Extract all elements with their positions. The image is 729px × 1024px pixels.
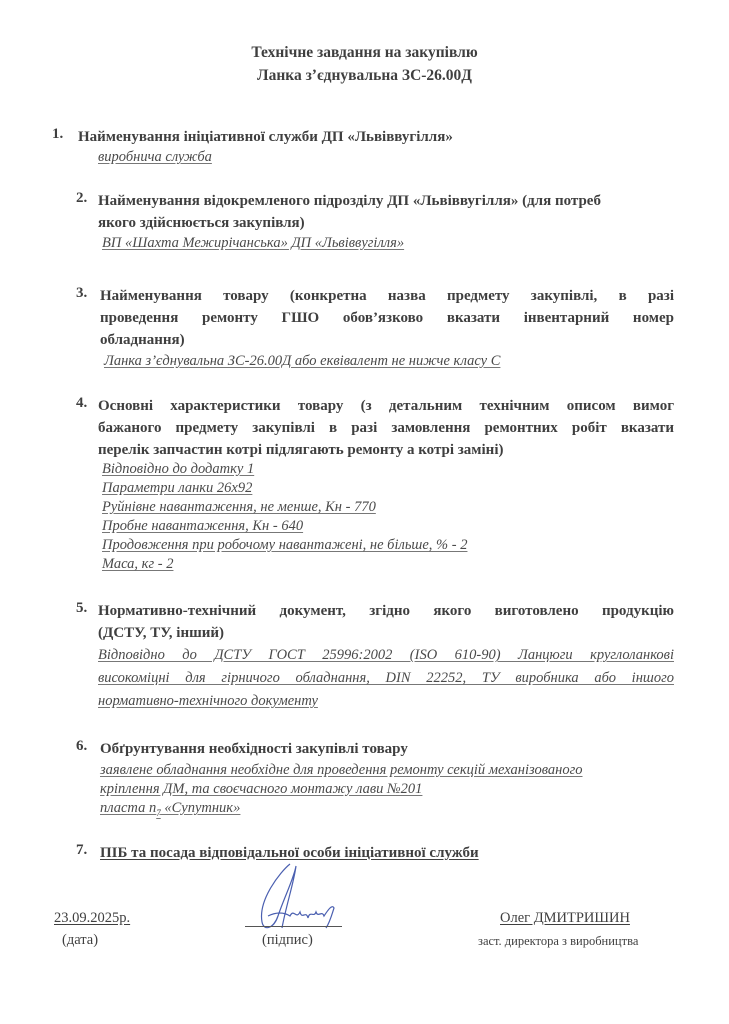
subscript: 7 bbox=[156, 807, 161, 818]
heading-line: проведення ремонту ГШО обов’язково вказати інвентарний номер bbox=[100, 310, 674, 326]
heading-line: перелік запчастин котрі підлягають ремонту а котрі заміні) bbox=[98, 442, 504, 458]
answer-line: Маса, кг - 2 bbox=[102, 556, 174, 572]
section-heading bbox=[98, 600, 674, 644]
section-3 bbox=[76, 285, 674, 371]
answer-line: виробнича служба bbox=[98, 149, 212, 165]
answer-line: нормативно-технічного документу bbox=[98, 693, 318, 709]
section-number: 4. bbox=[76, 395, 88, 411]
signature-date: 23.09.2025р. bbox=[54, 910, 131, 926]
document-title: Технічне завдання на закупівлю bbox=[251, 44, 478, 61]
section-number: 2. bbox=[76, 190, 88, 206]
section-6 bbox=[76, 738, 674, 823]
section-answer bbox=[98, 644, 674, 713]
answer-text: пласта n bbox=[100, 800, 157, 816]
section-heading bbox=[98, 190, 674, 234]
section-answer bbox=[98, 460, 674, 574]
responsible-person-name: Олег ДМИТРИШИН bbox=[500, 910, 630, 926]
heading-line: Найменування товару (конкретна назва предмету закупівлі, в разі bbox=[100, 288, 674, 304]
date-label: (дата) bbox=[62, 932, 99, 948]
heading-line: Нормативно-технічний документ, згідно якого виготовлено продукцію bbox=[98, 603, 674, 619]
answer-line: Руйнівне навантаження, не менше, Кн - 770 bbox=[102, 499, 376, 515]
section-1 bbox=[52, 126, 674, 167]
answer-text: «Супутник» bbox=[160, 800, 241, 816]
section-number: 6. bbox=[76, 738, 88, 754]
section-heading bbox=[100, 285, 674, 351]
answer-line: ВП «Шахта Межирічанська» ДП «Львіввугілля» bbox=[102, 235, 405, 251]
responsible-person-position: заст. директора з виробництва bbox=[478, 934, 639, 948]
heading-line: обладнання) bbox=[100, 332, 185, 348]
answer-line: кріплення ДМ, та своєчасного монтажу лави №201 bbox=[100, 781, 423, 797]
section-5 bbox=[76, 600, 674, 713]
section-number: 3. bbox=[76, 285, 88, 301]
section-7 bbox=[76, 842, 674, 864]
section-number: 1. bbox=[52, 126, 64, 142]
section-2 bbox=[76, 190, 674, 253]
signature-label: (підпис) bbox=[262, 932, 313, 948]
heading-line: Найменування відокремленого підрозділу ДП «Львіввугілля» (для потреб bbox=[98, 193, 601, 209]
section-heading bbox=[98, 395, 674, 461]
answer-line bbox=[100, 800, 240, 816]
section-heading: Найменування ініціативної служби ДП «Львіввугілля» bbox=[78, 129, 453, 145]
section-number: 5. bbox=[76, 600, 88, 616]
answer-line: заявлене обладнання необхідне для проведення ремонту секцій механізованого bbox=[100, 762, 583, 778]
heading-line: якого здійснюється закупівля) bbox=[98, 215, 305, 231]
heading-line: Основні характеристики товару (з детальним технічним описом вимог bbox=[98, 398, 674, 414]
section-answer bbox=[100, 761, 674, 823]
section-4 bbox=[76, 395, 674, 574]
answer-line: Відповідно до додатку 1 bbox=[102, 461, 255, 477]
answer-line: високоміцні для гірничого обладнання, DIN 22252, ТУ виробника або іншого bbox=[98, 670, 674, 686]
signature-line bbox=[245, 926, 342, 927]
answer-line: Продовження при робочому навантажені, не більше, % - 2 bbox=[102, 537, 468, 553]
section-answer bbox=[98, 234, 674, 253]
section-answer bbox=[100, 352, 674, 371]
answer-line: Пробне навантаження, Кн - 640 bbox=[102, 518, 304, 534]
section-heading: Обґрунтування необхідності закупівлі товару bbox=[100, 741, 408, 757]
section-answer bbox=[76, 148, 674, 167]
answer-line: Параметри ланки 26х92 bbox=[102, 480, 253, 496]
document-subtitle: Ланка з’єднувальна ЗС-26.00Д bbox=[257, 67, 472, 84]
answer-line: Відповідно до ДСТУ ГОСТ 25996:2002 (ISO 610-90) Ланцюги круглоланкові bbox=[98, 647, 674, 663]
section-number: 7. bbox=[76, 842, 88, 858]
section-heading: ПІБ та посада відповідальної особи ініціативної служби bbox=[100, 845, 479, 861]
heading-line: (ДСТУ, ТУ, інший) bbox=[98, 625, 225, 641]
answer-line: Ланка з’єднувальна ЗС-26.00Д або еквівалент не нижче класу С bbox=[104, 353, 501, 369]
heading-line: бажаного предмету закупівлі в разі замовлення ремонтних робіт вказати bbox=[98, 420, 674, 436]
